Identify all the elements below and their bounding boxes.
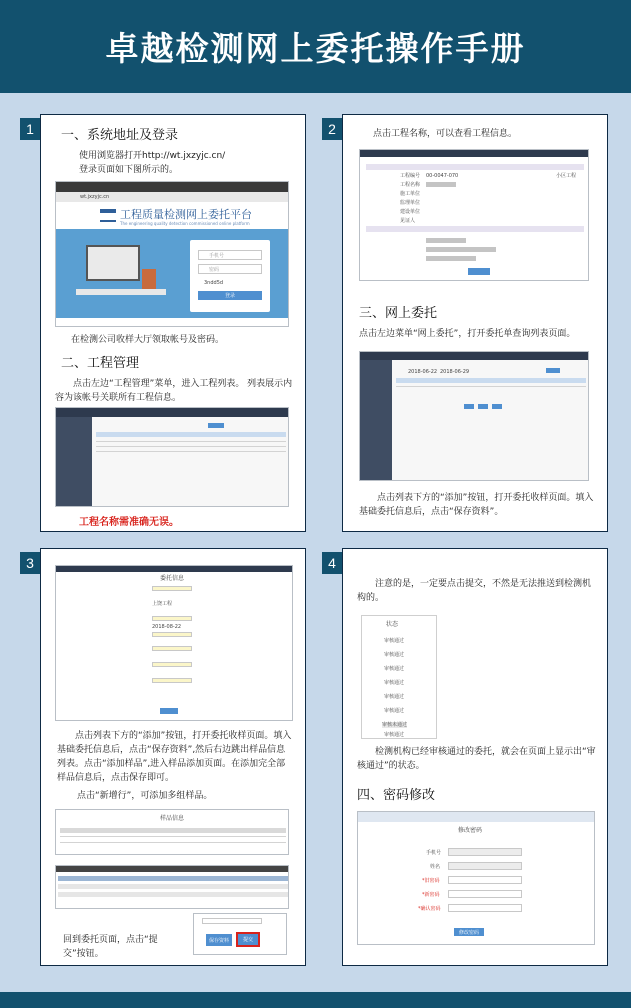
panel-2-number: 2 bbox=[322, 118, 342, 140]
detail-label-6: 见证人 bbox=[400, 218, 416, 224]
form-save-button[interactable] bbox=[160, 708, 178, 714]
pw-label-new: *新密码 bbox=[422, 892, 440, 898]
panel-3 bbox=[40, 548, 306, 966]
panel3-text1: 点击列表下方的“添加”按钮，打开委托收样页面。填入基础委托信息后，点击“保存资料”,然后右边跳出样品信息列表。点击“添加样品”,进入样品添加页面。在添加完全部样品信息后，点击保存即可。 bbox=[57, 731, 292, 783]
password-header bbox=[358, 812, 595, 822]
pw-label-name: 姓名 bbox=[430, 864, 441, 870]
header bbox=[0, 0, 631, 93]
section2-text: 点击左边“工程管理”菜单，进入工程列表。 列表展示内容为该帐号关联所有工程信息。 bbox=[55, 379, 293, 403]
status-row: 审核通过 bbox=[384, 652, 405, 658]
list-add-button[interactable] bbox=[464, 404, 474, 409]
detail-label-4: 监理单位 bbox=[400, 200, 421, 206]
pw-label-phone: 手机号 bbox=[426, 850, 442, 856]
detail-label-2: 工程名称 bbox=[400, 182, 421, 188]
entrust-list-screenshot bbox=[359, 351, 589, 481]
warning-text: 工程名称需准确无误。 bbox=[79, 517, 179, 528]
sample-table-screenshot bbox=[55, 865, 289, 909]
panel4-text2: 检测机构已经审核通过的委托，就会在页面上显示出“审核通过”的状态。 bbox=[357, 747, 596, 771]
detail-value-2: 小区工程 bbox=[556, 173, 577, 179]
status-row: 审核通过 bbox=[384, 732, 405, 738]
pw-old-field[interactable] bbox=[448, 876, 522, 884]
status-list bbox=[361, 615, 437, 739]
detail-label-5: 建设单位 bbox=[400, 209, 421, 215]
login-captcha: 3ndd5d bbox=[204, 280, 224, 286]
building-logo-icon bbox=[100, 209, 116, 222]
panel-4 bbox=[342, 548, 608, 966]
form-title: 委托信息 bbox=[160, 575, 185, 582]
project-list-screenshot bbox=[55, 407, 289, 507]
submit-button[interactable]: 提交 bbox=[236, 932, 260, 947]
password-screenshot bbox=[357, 811, 595, 945]
panel-1 bbox=[40, 114, 306, 532]
status-row: 审核通过 bbox=[384, 638, 405, 644]
section4-title: 四、密码修改 bbox=[357, 788, 436, 803]
login-brand-en: The engineering quality detection commissioned online platform bbox=[120, 221, 250, 226]
section1-text3: 在检测公司收样大厅领取帐号及密码。 bbox=[71, 335, 225, 345]
project-detail-screenshot bbox=[359, 149, 589, 281]
status-header: 状态 bbox=[386, 621, 399, 628]
panel-3-number: 3 bbox=[20, 552, 40, 574]
pw-phone-field bbox=[448, 848, 522, 856]
panel4-text1: 注意的是，一定要点击提交，不然是无法推送到检测机构的。 bbox=[357, 579, 592, 603]
detail-close-button[interactable] bbox=[468, 268, 490, 275]
footer-bar bbox=[0, 992, 631, 1008]
entrust-form-screenshot bbox=[55, 565, 293, 721]
sample-info-screenshot bbox=[55, 809, 289, 855]
form-date: 2018-08-22 bbox=[152, 624, 182, 630]
login-url: wt.jxzyjc.cn bbox=[80, 194, 110, 200]
section1-text2: 登录页面如下图所示的。 bbox=[79, 165, 179, 175]
list-date-2: 2018-06-29 bbox=[440, 369, 470, 375]
panel2-text1: 点击工程名称，可以查看工程信息。 bbox=[373, 129, 518, 139]
form-project: 上饶工程 bbox=[152, 601, 173, 607]
pw-confirm-field[interactable] bbox=[448, 904, 522, 912]
pw-label-confirm: *确认密码 bbox=[418, 906, 441, 912]
status-row: 审核通过 bbox=[384, 666, 405, 672]
status-row: 审核通过 bbox=[384, 694, 405, 700]
submit-screenshot bbox=[193, 913, 287, 955]
status-row: 审核未通过 bbox=[382, 722, 408, 728]
panel3-text3: 回到委托页面，点击“提交”按钮。 bbox=[63, 935, 158, 959]
panel-1-number: 1 bbox=[20, 118, 40, 140]
panel2-text2: 点击左边菜单“网上委托”，打开委托单查询列表页面。 bbox=[359, 329, 576, 339]
panel-4-number: 4 bbox=[322, 552, 342, 574]
login-screenshot bbox=[55, 181, 289, 327]
pw-submit-button[interactable]: 修改密码 bbox=[454, 928, 484, 936]
login-button[interactable]: 登录 bbox=[198, 291, 262, 300]
login-hero bbox=[56, 229, 289, 318]
list-date-1: 2018-06-22 bbox=[408, 369, 438, 375]
detail-label-1: 工程编号 bbox=[400, 173, 421, 179]
login-password-field[interactable]: 密码 bbox=[198, 264, 262, 274]
panel2-text3: 点击列表下方的“添加”按钮，打开委托收样页面。填入基础委托信息后，点击“保存资料”。 bbox=[359, 493, 594, 517]
status-row: 审核通过 bbox=[384, 708, 405, 714]
pw-name-field bbox=[448, 862, 522, 870]
panel3-text2: 点击“新增行”，可添加多组样品。 bbox=[77, 791, 213, 801]
section1-text1: 使用浏览器打开http://wt.jxzyjc.cn/ bbox=[79, 151, 226, 161]
sample-title: 样品信息 bbox=[160, 815, 185, 822]
section1-title: 一、系统地址及登录 bbox=[61, 128, 179, 143]
page-title: 卓越检测网上委托操作手册 bbox=[105, 29, 526, 68]
detail-label-3: 施工单位 bbox=[400, 191, 421, 197]
pw-new-field[interactable] bbox=[448, 890, 522, 898]
pw-label-old: *旧密码 bbox=[422, 878, 440, 884]
section3-title: 三、网上委托 bbox=[359, 306, 438, 321]
section2-title: 二、工程管理 bbox=[61, 356, 140, 371]
login-username-field[interactable]: 手机号 bbox=[198, 250, 262, 260]
login-brand: 工程质量检测网上委托平台 bbox=[120, 208, 252, 221]
pw-title: 修改密码 bbox=[458, 827, 483, 834]
save-data-button[interactable]: 保存资料 bbox=[206, 934, 232, 946]
status-row: 审核通过 bbox=[384, 680, 405, 686]
detail-value-1: 00-0047-070 bbox=[426, 173, 459, 179]
panel-2 bbox=[342, 114, 608, 532]
